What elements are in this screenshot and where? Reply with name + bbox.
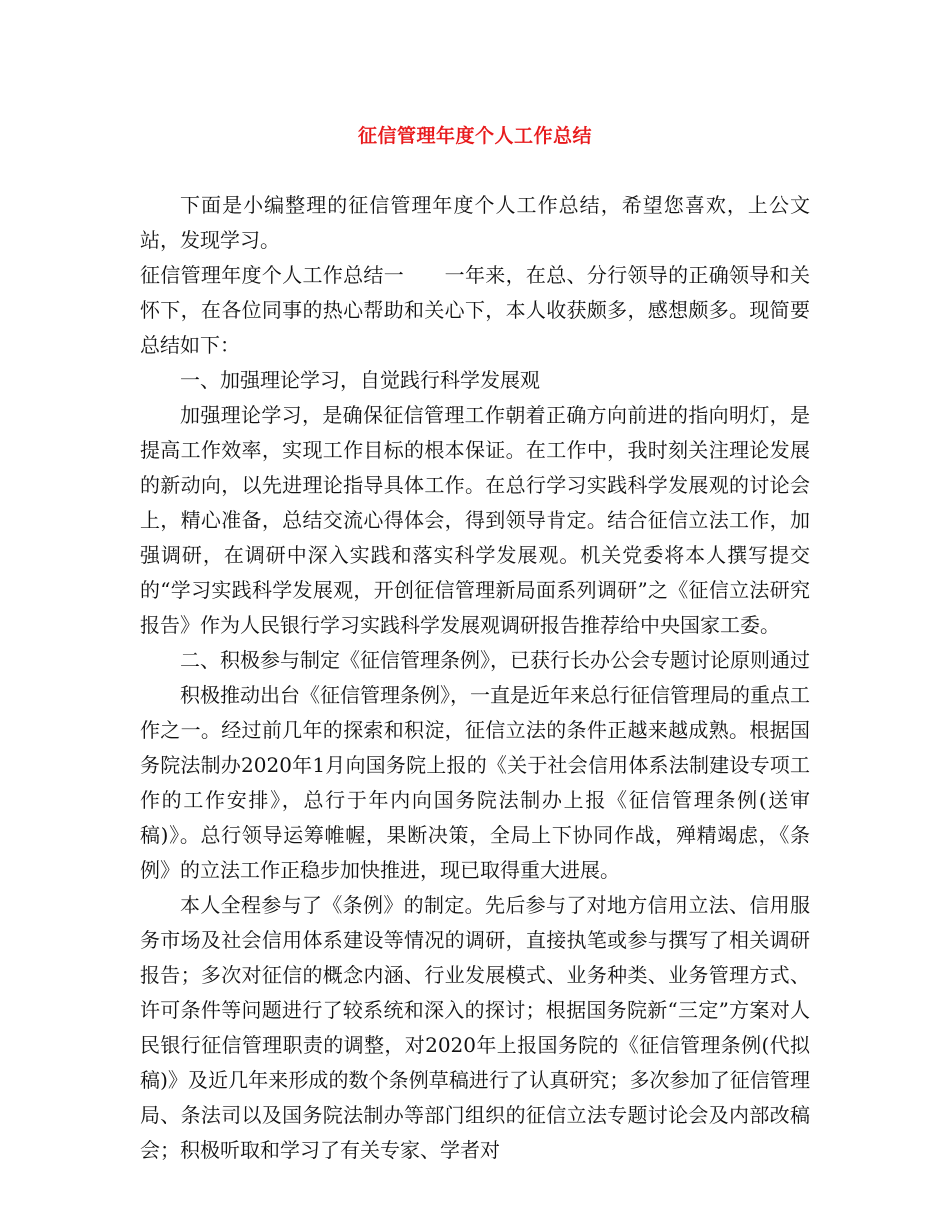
document-body — [140, 188, 810, 1168]
section-heading-two: 二、积极参与制定《征信管理条例》，已获行长办公会专题讨论原则通过 — [180, 648, 810, 672]
section-heading-one: 一、加强理论学习，自觉践行科学发展观 — [180, 368, 540, 392]
document-title: 征信管理年度个人工作总结 — [357, 125, 592, 147]
paragraph-theory-study: 加强理论学习，是确保征信管理工作朝着正确方向前进的指向明灯，是提高工作效率，实现工作目标的根本保证。在工作中，我时刻关注理论发展的新动向，以先进理论指导具体工作。在总行学习实践科学发展观的讨论会上，精心准备，总结交流心得体会，得到领导肯定。结合征信立法工作，加强调研，在调研中深入实践和落实科学发展观。机关党委将本人撰写提交的“学习实践科学发展观，开创征信管理新局面系列调研”之《征信立法研究报告》作为人民银行学习实践科学发展观调研报告推荐给中央国家工委。 — [140, 403, 810, 637]
paragraph-personal-participation: 本人全程参与了《条例》的制定。先后参与了对地方信用立法、信用服务市场及社会信用体系建设等情况的调研，直接执笔或参与撰写了相关调研报告；多次对征信的概念内涵、行业发展模式、业务种类、业务管理方式、许可条件等问题进行了较系统和深入的探讨；根据国务院新“三定”方案对人民银行征信管理职责的调整，对2020年上报国务院的《征信管理条例(代拟稿)》及近几年来形成的数个条例草稿进行了认真研究；多次参加了征信管理局、条法司以及国务院法制办等部门组织的征信立法专题讨论会及内部改稿会；积极听取和学习了有关专家、学者对 — [140, 893, 810, 1162]
paragraph-intro: 下面是小编整理的征信管理年度个人工作总结，希望您喜欢，上公文站，发现学习。 — [140, 193, 810, 252]
paragraph-summary-one-opening: 征信管理年度个人工作总结一 一年来，在总、分行领导的正确领导和关怀下，在各位同事的热心帮助和关心下，本人收获颇多，感想颇多。现简要总结如下： — [140, 263, 810, 357]
paragraph-regulation-drafting: 积极推动出台《征信管理条例》，一直是近年来总行征信管理局的重点工作之一。经过前几年的探索和积淀，征信立法的条件正越来越成熟。根据国务院法制办2020年1月向国务院上报的《关于社会信用体系法制建设专项工作的工作安排》，总行于年内向国务院法制办上报《征信管理条例(送审稿)》。总行领导运筹帷幄，果断决策，全局上下协同作战，殚精竭虑，《条例》的立法工作正稳步加快推进，现已取得重大进展。 — [140, 683, 810, 882]
